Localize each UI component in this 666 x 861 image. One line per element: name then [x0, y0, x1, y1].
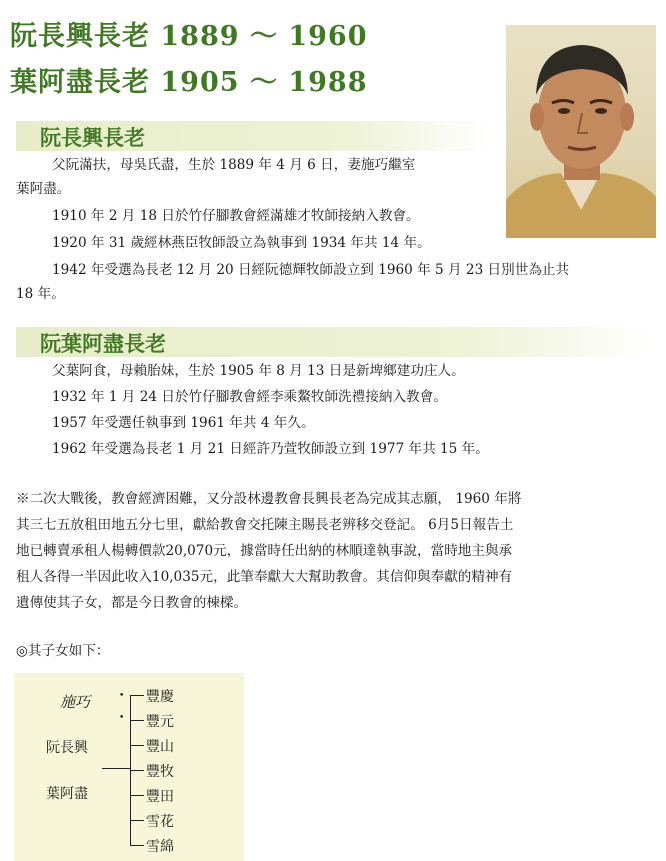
section2-line-4: 1962 年受選為長老 1 月 21 日經許乃萱牧師設立到 1977 年共 15 年。	[52, 441, 489, 457]
parent-ruan-changxing: 阮長興	[46, 740, 88, 756]
bullet-mark: •	[119, 713, 125, 723]
child-name: 豐慶	[146, 689, 174, 705]
child-name: 雪綿	[146, 839, 174, 855]
section-heading-1: 阮長興長老	[40, 125, 145, 150]
note-line-4: 租人各得一半因此收入10,035元，此筆奉獻大大幫助教會。其信仰與奉獻的精神有	[16, 569, 513, 585]
section1-line-2: 葉阿盡。	[16, 181, 71, 197]
section1-line-3: 1910 年 2 月 18 日於竹仔腳教會經滿雄才牧師接納入教會。	[52, 208, 420, 224]
children-heading: ◎其子女如下：	[16, 643, 110, 659]
branch-line	[130, 795, 144, 796]
section1-line-5: 1942 年受選為長老 12 月 20 日經阮德輝牧師設立到 1960 年 5 月 23 日別世為止共	[52, 262, 570, 278]
branch-line	[130, 745, 144, 746]
family-tree	[14, 673, 244, 861]
branch-line	[130, 695, 144, 696]
branch-line	[130, 770, 144, 771]
page-title-line-2: 葉阿盡長老 1905 ～ 1988	[10, 67, 368, 98]
branch-line	[130, 845, 144, 846]
parent-ye-ajin: 葉阿盡	[46, 786, 88, 802]
child-name: 豐元	[146, 714, 174, 730]
section-heading-bar-1	[16, 121, 490, 151]
section2-line-2: 1932 年 1 月 24 日於竹仔腳教會經李乘鰲牧師洗禮接納入教會。	[52, 389, 447, 405]
section1-line-6: 18 年。	[16, 286, 65, 302]
note-line-3: 地已轉賣承租人楊轉價款20,070元，據當時任出納的林順達執事說，當時地主與承	[16, 543, 513, 559]
section2-line-3: 1957 年受選任執事到 1961 年共 4 年久。	[52, 415, 315, 431]
parent-shi-qiao: 施巧	[60, 693, 91, 711]
page-title-line-1: 阮長興長老 1889 ～ 1960	[10, 21, 368, 52]
section-heading-bar-2	[16, 327, 652, 357]
child-name: 雪花	[146, 814, 174, 830]
section2-line-1: 父葉阿食，母賴胎妹，生於 1905 年 8 月 13 日是新埤鄉建功庄人。	[52, 363, 465, 379]
branch-line	[130, 720, 144, 721]
note-line-5: 遺傳使其子女，都是今日教會的棟樑。	[16, 595, 248, 611]
section-heading-2: 阮葉阿盡長老	[40, 331, 166, 356]
bullet-mark: •	[119, 691, 125, 701]
portrait-illustration	[506, 25, 656, 238]
branch-line	[130, 820, 144, 821]
note-line-1: ※二次大戰後，教會經濟困難，又分設林邊教會長興長老為完成其志願， 1960 年將	[16, 491, 522, 507]
section1-line-4: 1920 年 31 歲經林燕臣牧師設立為執事到 1934 年共 14 年。	[52, 235, 431, 251]
child-name: 豐田	[146, 789, 174, 805]
child-name: 豐山	[146, 739, 174, 755]
section1-line-1: 父阮滿扶，母吳氏盡，生於 1889 年 4 月 6 日，妻施巧繼室	[52, 157, 416, 173]
portrait-photo	[506, 25, 656, 238]
note-line-2: 其三七五放租田地五分七里，獻給教會交托陳主賜長老辨移交登記。 6月5日報告土	[16, 517, 514, 533]
child-name: 豐牧	[146, 764, 174, 780]
connector-line	[102, 768, 130, 769]
